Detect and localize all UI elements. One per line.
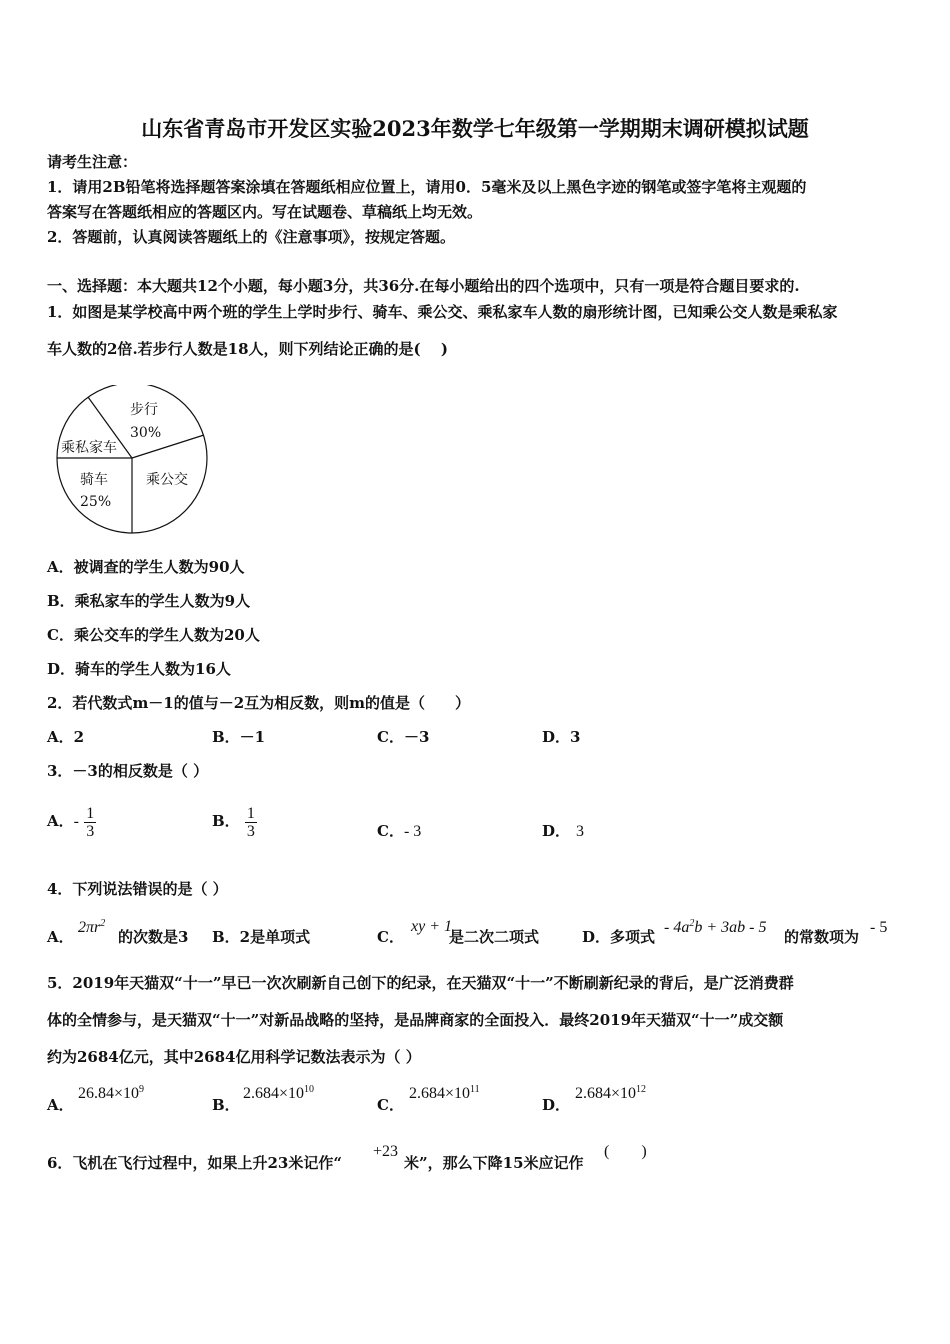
pie-label-bike: 骑车 bbox=[80, 472, 108, 488]
q1-stem-line-1: 1．如图是某学校高中两个班的学生上学时步行、骑车、乘公交、乘私家车人数的扇形统计图，已知乘公交人数是乘私家 bbox=[47, 303, 838, 321]
q3-option-d-label: D． bbox=[542, 822, 571, 840]
q3-option-d-value: 3 bbox=[576, 823, 585, 840]
q1-option-a: A．被调查的学生人数为90人 bbox=[47, 558, 245, 576]
notice-line-1b: 答案写在答题纸相应的答题区内。写在试题卷、草稿纸上均无效。 bbox=[47, 203, 483, 221]
q4-stem: 4．下列说法错误的是（ ） bbox=[47, 880, 228, 898]
q6-answer-paren: ( ) bbox=[604, 1143, 647, 1160]
q3-option-a-denominator: 3 bbox=[86, 822, 95, 840]
q3-option-a bbox=[47, 802, 96, 841]
q3-option-d bbox=[542, 821, 584, 842]
q5-option-a-label: A． bbox=[47, 1096, 74, 1114]
section-heading: 一、选择题：本大题共12个小题，每小题3分，共36分.在每小题给出的四个选项中，只有一项是符合题目要求的. bbox=[47, 277, 800, 295]
pie-label-car: 乘私家车 bbox=[61, 440, 117, 456]
q4-option-d-const: - 5 bbox=[870, 919, 888, 936]
q1-stem-line-2: 车人数的2倍.若步行人数是18人，则下列结论正确的是( ) bbox=[47, 340, 448, 358]
q3-option-b-numerator: 1 bbox=[246, 804, 255, 822]
q4-option-c-text: 是二次二项式 bbox=[449, 928, 540, 946]
q3-option-a-fraction bbox=[84, 805, 96, 840]
q3-option-b-denominator: 3 bbox=[246, 822, 255, 840]
q3-option-a-sign: - bbox=[73, 813, 79, 830]
q5-option-c-label: C． bbox=[377, 1096, 404, 1114]
q1-option-d: D．骑车的学生人数为16人 bbox=[47, 660, 231, 678]
pie-chart bbox=[50, 385, 215, 540]
q5-option-c-expr bbox=[409, 1084, 480, 1104]
q5-option-a-base: 26.84×10 bbox=[78, 1085, 140, 1102]
q4-option-d-expr-exp: 2 bbox=[689, 918, 695, 929]
q2-option-a: A．2 bbox=[47, 728, 85, 746]
q3-option-b-label: B． bbox=[212, 812, 240, 830]
q5-option-b-expr bbox=[243, 1084, 314, 1104]
pie-label-bus: 乘公交 bbox=[146, 472, 188, 488]
q4-option-a-text: 的次数是3 bbox=[118, 928, 189, 946]
q6-stem-pre: 6．飞机在飞行过程中，如果上升23米记作“ bbox=[47, 1154, 342, 1172]
q5-stem-line-2: 体的全情参与，是天猫双“十一”对新品战略的坚持，是品牌商家的全面投入．最终2019年天猫双“十一”成交额 bbox=[47, 1011, 784, 1029]
q5-option-a-exp: 9 bbox=[139, 1084, 145, 1095]
q3-option-a-numerator: 1 bbox=[86, 804, 95, 822]
q3-option-c-value: - 3 bbox=[403, 823, 422, 840]
q5-stem-line-3: 约为2684亿元，其中2684亿用科学记数法表示为（ ） bbox=[47, 1048, 421, 1066]
q4-option-d-expr-pre: - 4a bbox=[664, 919, 690, 936]
q2-option-c: C．－3 bbox=[377, 728, 430, 746]
q5-option-b-label: B． bbox=[212, 1096, 240, 1114]
q5-option-c-exp: 11 bbox=[470, 1084, 480, 1095]
q4-option-c-expr: xy + 1 bbox=[411, 918, 452, 935]
q5-option-d-expr bbox=[575, 1084, 646, 1104]
q4-option-d-expr-post: b + 3ab - 5 bbox=[694, 919, 767, 936]
q4-option-a-label: A． bbox=[47, 928, 74, 946]
q5-option-d-exp: 12 bbox=[636, 1084, 647, 1095]
q5-option-d-base: 2.684×10 bbox=[575, 1085, 637, 1102]
q5-option-b-base: 2.684×10 bbox=[243, 1085, 305, 1102]
q3-option-a-label: A． bbox=[47, 812, 74, 830]
q5-option-c-base: 2.684×10 bbox=[409, 1085, 471, 1102]
q3-stem: 3．－3的相反数是（ ） bbox=[47, 762, 209, 780]
q5-option-a-expr bbox=[78, 1084, 144, 1104]
q2-option-b: B．－1 bbox=[212, 728, 266, 746]
pie-label-bike-pct: 25% bbox=[80, 494, 112, 510]
q4-option-a-expr-exp: 2 bbox=[100, 918, 106, 929]
q4-option-a-expr-base: 2πr bbox=[78, 919, 101, 936]
page-title: 山东省青岛市开发区实验2023年数学七年级第一学期期末调研模拟试题 bbox=[141, 116, 809, 141]
q4-option-d-text: 的常数项为 bbox=[784, 928, 860, 946]
q6-expr: +23 bbox=[373, 1143, 399, 1160]
q3-option-c-label: C． bbox=[377, 822, 404, 840]
q5-option-d-label: D． bbox=[542, 1096, 571, 1114]
q5-stem-line-1: 5．2019年天猫双“十一”早已一次次刷新自己创下的纪录，在天猫双“十一”不断刷新纪录的背后，是广泛消费群 bbox=[47, 974, 794, 992]
notice-line-2: 2．答题前，认真阅读答题纸上的《注意事项》，按规定答题。 bbox=[47, 228, 455, 246]
q4-option-d-label: D．多项式 bbox=[582, 928, 656, 946]
q2-stem: 2．若代数式m－1的值与－2互为相反数，则m的值是（ ） bbox=[47, 694, 471, 712]
q2-option-d: D．3 bbox=[542, 728, 581, 746]
q4-option-a-expr bbox=[78, 918, 105, 938]
pie-label-walk: 步行 bbox=[130, 402, 158, 418]
q4-option-d-expr bbox=[664, 918, 766, 938]
q3-option-b-fraction bbox=[245, 805, 257, 840]
q5-option-b-exp: 10 bbox=[304, 1084, 315, 1095]
q1-option-c: C．乘公交车的学生人数为20人 bbox=[47, 626, 260, 644]
q3-option-b bbox=[212, 802, 257, 840]
q4-option-b: B．2是单项式 bbox=[212, 928, 311, 946]
pie-label-walk-pct: 30% bbox=[130, 425, 162, 441]
q3-option-c bbox=[377, 821, 421, 842]
q1-option-b: B．乘私家车的学生人数为9人 bbox=[47, 592, 251, 610]
notice-line-1a: 1．请用2B铅笔将选择题答案涂填在答题纸相应位置上，请用0．5毫米及以上黑色字迹的钢笔或签字笔将主观题的 bbox=[47, 178, 807, 196]
q4-option-c-label: C． bbox=[377, 928, 404, 946]
q6-stem-post: 米”，那么下降15米应记作 bbox=[404, 1154, 584, 1172]
notice-heading: 请考生注意： bbox=[47, 153, 138, 171]
